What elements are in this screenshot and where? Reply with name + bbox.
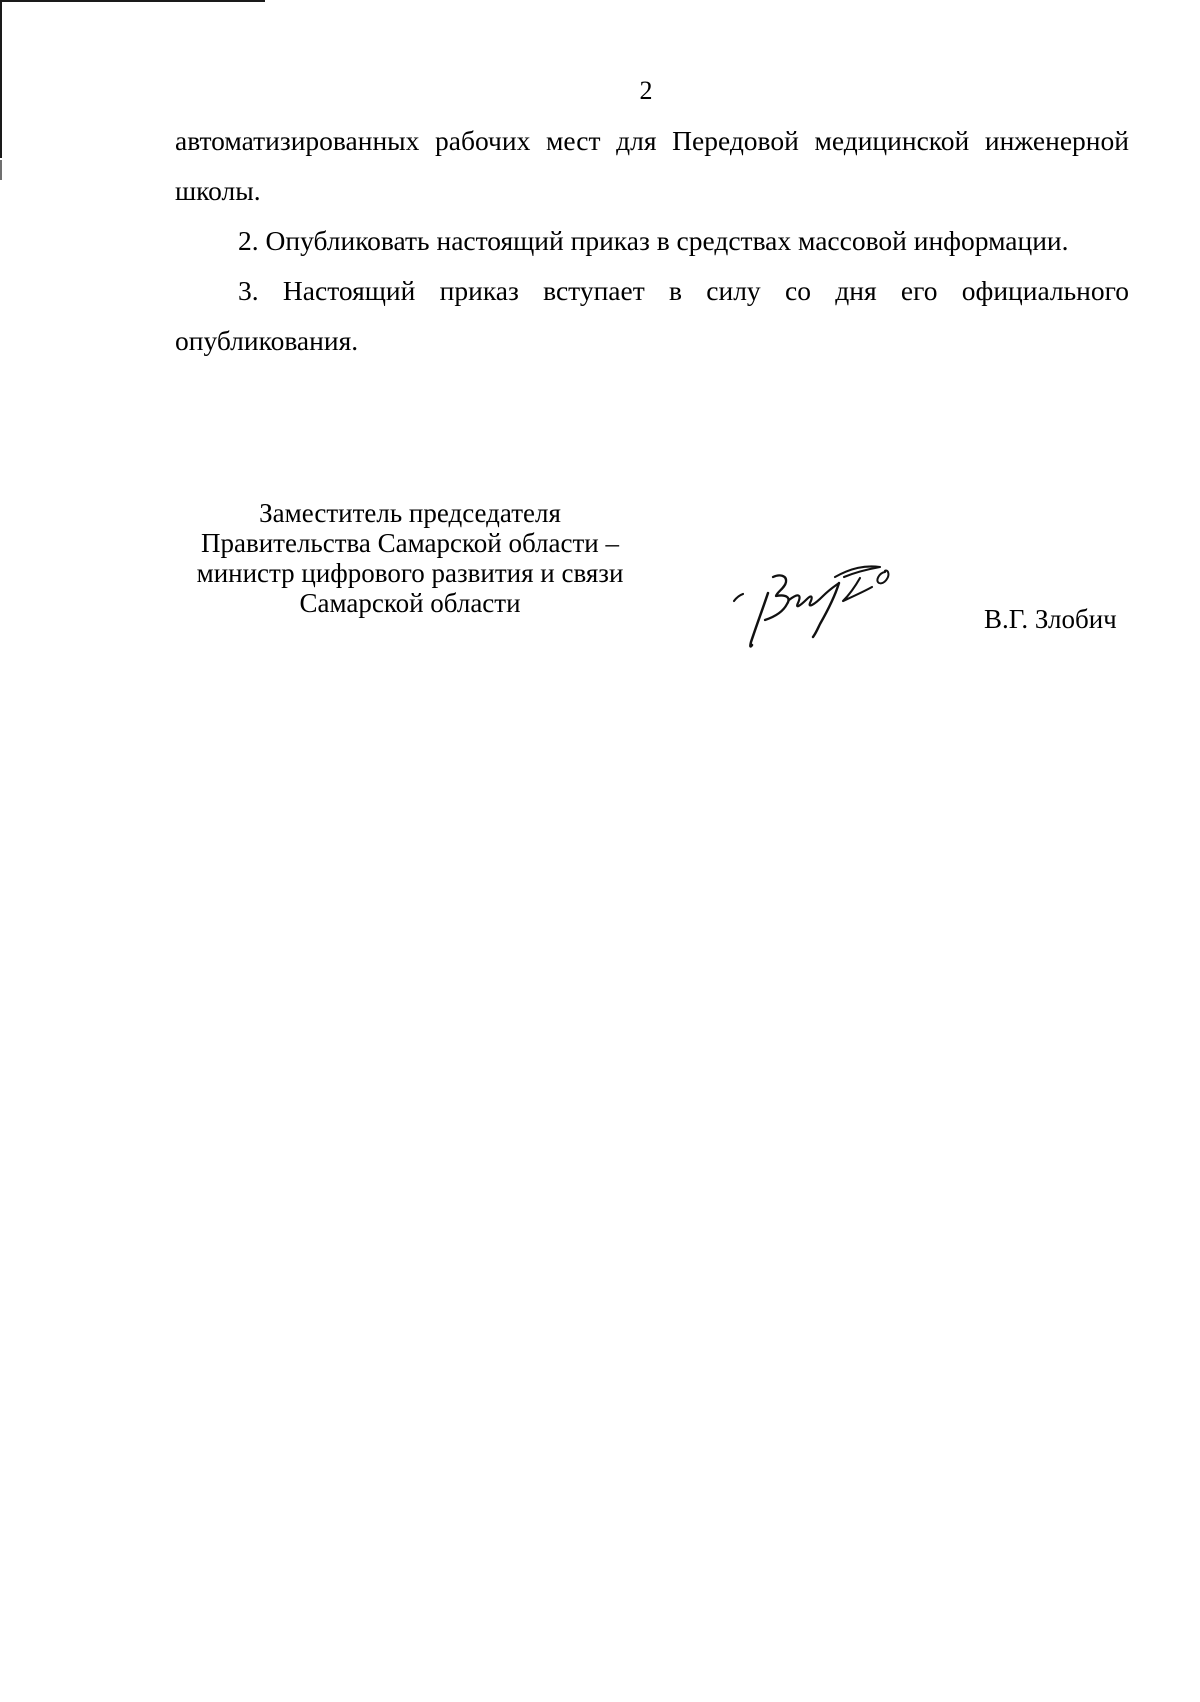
signature-right-hook: [843, 578, 872, 601]
paragraph-effective-date: [175, 266, 1129, 366]
paragraph-3-line-1: 3. Настоящий приказ вступает в силу со дня его официального: [238, 275, 1129, 306]
handwritten-signature: [732, 565, 932, 655]
paragraph-3-line-2: опубликования.: [175, 325, 359, 356]
paragraph-1-line-1: автоматизированных рабочих мест для Передовой медицинской инженерной: [175, 125, 1129, 156]
paragraph-1-line-2: школы.: [175, 175, 261, 206]
signature-long-diagonal: [813, 583, 839, 637]
signer-name: В.Г. Злобич: [984, 604, 1117, 634]
page-number: 2: [639, 76, 653, 105]
signatory-title-line-3: министр цифрового развития и связи: [196, 558, 624, 588]
signature-first-loop: [765, 575, 789, 620]
scan-left-edge-mark-lower: [0, 160, 2, 180]
signatory-title-line-4: Самарской области: [299, 588, 521, 618]
signature-top-bar: [835, 566, 880, 577]
paragraph-continuation: [175, 116, 1129, 216]
signature-tick-stroke: [734, 594, 743, 601]
paragraph-publication: [175, 216, 1129, 266]
signatory-title-block: [175, 498, 645, 618]
signature-end-loop: [877, 571, 888, 584]
signatory-title-line-1: Заместитель председателя: [259, 498, 561, 528]
paragraph-2-text: 2. Опубликовать настоящий приказ в средствах массовой информации.: [238, 225, 1069, 256]
signatory-title-line-2: Правительства Самарской области –: [201, 528, 619, 558]
scan-top-edge-mark: [0, 0, 265, 2]
